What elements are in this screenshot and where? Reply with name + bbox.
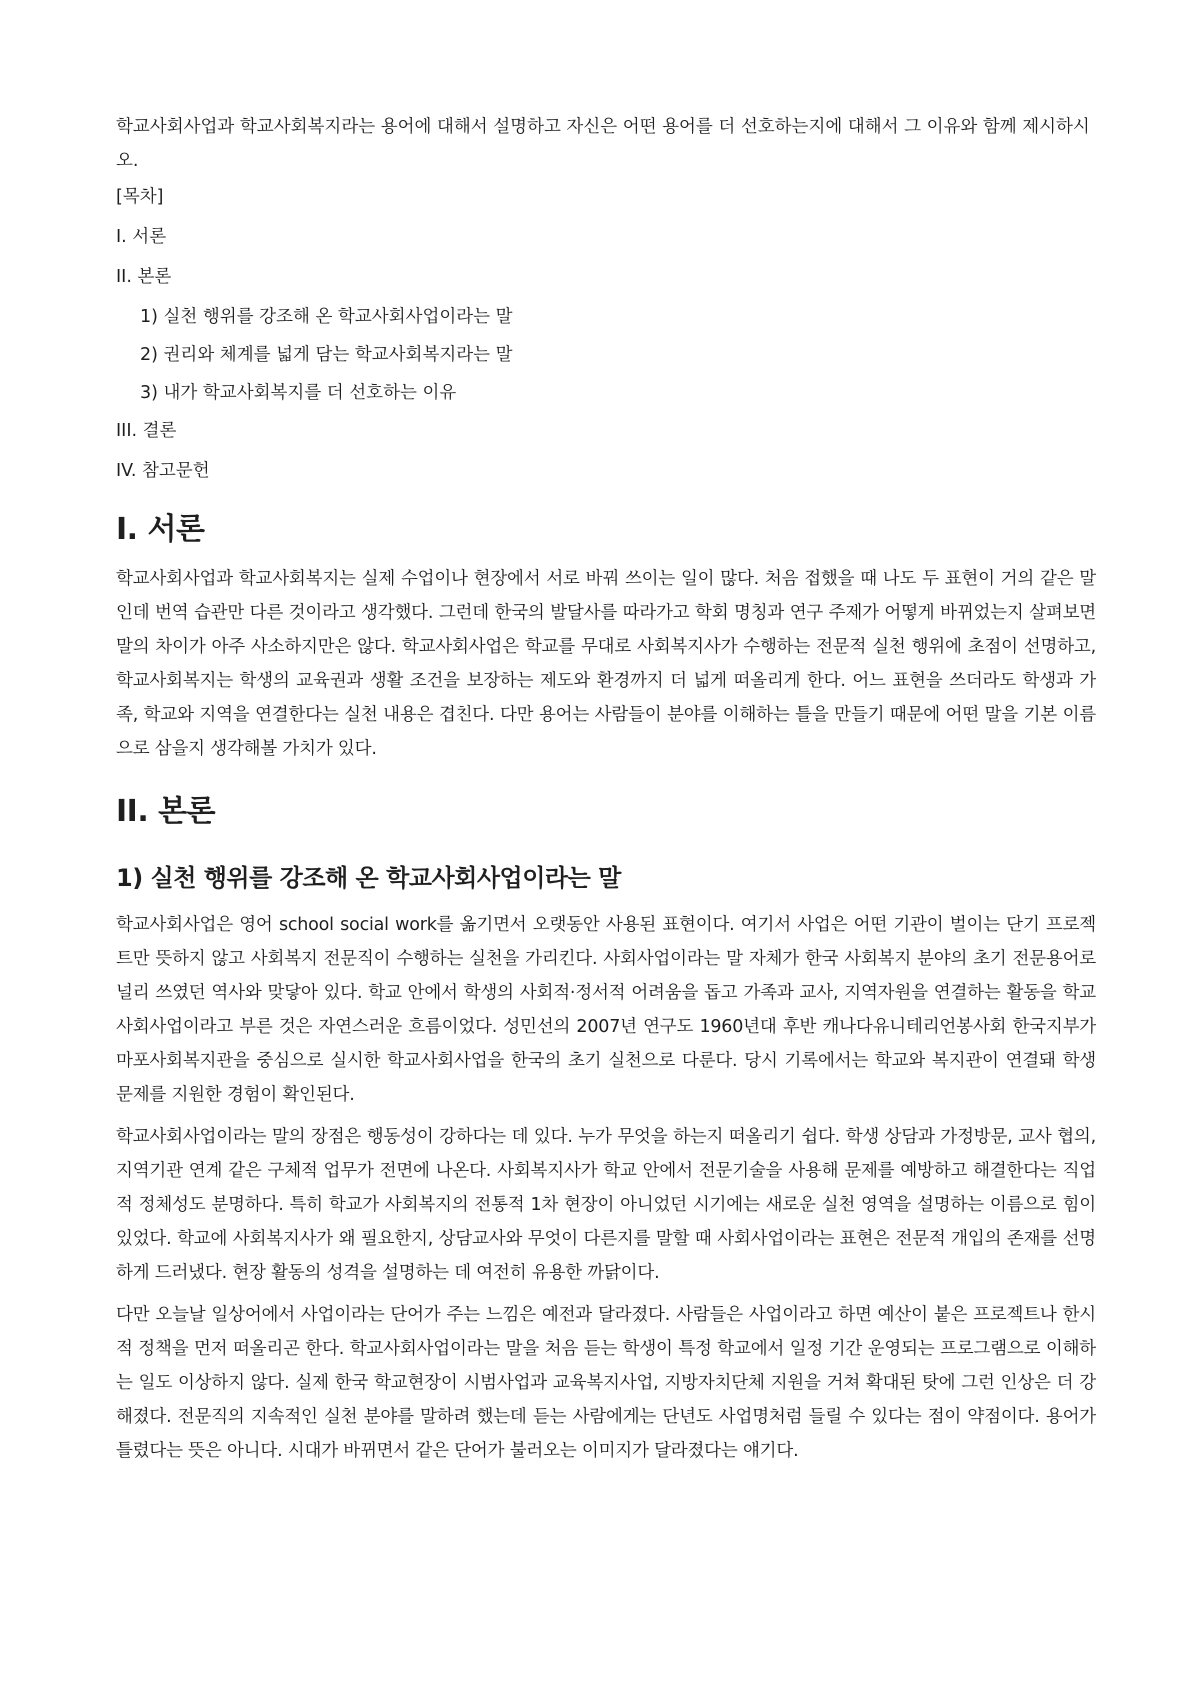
body-paragraph-3: 다만 오늘날 일상어에서 사업이라는 단어가 주는 느낌은 예전과 달라졌다. 사람들은 사업이라고 하면 예산이 붙은 프로젝트나 한시적 정책을 먼저 떠올리곤 한다. 학교사회사업이라는 말을 처음 듣는 학생이 특정 학교에서 일정 기간 운영되는 프로그램으로 이해하는 일도 이상하지 않다. 실제 한국 학교현장이 시범사업과 교육복지사업, 지방자치단체 지원을 거쳐 확대된 탓에 그런 인상은 더 강해졌다. 전문직의 지속적인 실천 분야를 말하려 했는데 듣는 사람에게는 단년도 사업명처럼 들릴 수 있다는 점이 약점이다. 용어가 틀렸다는 뜻은 아니다. 시대가 바뀌면서 같은 단어가 불러오는 이미지가 달라졌다는 얘기다. bbox=[116, 1305, 1096, 1461]
subsection-title-1: 1) 실천 행위를 강조해 온 학교사회사업이라는 말 bbox=[116, 864, 621, 892]
body-paragraph-2: 학교사회사업이라는 말의 장점은 행동성이 강하다는 데 있다. 누가 무엇을 하는지 떠올리기 쉽다. 학생 상담과 가정방문, 교사 협의, 지역기관 연계 같은 구체적 업무가 전면에 나온다. 사회복지사가 학교 안에서 전문기술을 사용해 문제를 예방하고 해결한다는 직업적 정체성도 분명하다. 특히 학교가 사회복지의 전통적 1차 현장이 아니었던 시기에는 새로운 실천 영역을 설명하는 이름으로 힘이 있었다. 학교에 사회복지사가 왜 필요한지, 상담교사와 무엇이 다른지를 말할 때 사회사업이라는 표현은 전문적 개입의 존재를 선명하게 드러냈다. 현장 활동의 성격을 설명하는 데 여전히 유용한 까닭이다. bbox=[116, 1127, 1096, 1283]
document-page bbox=[116, 110, 1096, 1476]
toc-item-body-3: 3) 내가 학교사회복지를 더 선호하는 이유 bbox=[140, 383, 457, 403]
toc-item-references: IV. 참고문헌 bbox=[116, 461, 210, 481]
table-of-contents bbox=[116, 184, 1096, 484]
intro-paragraph: 학교사회사업과 학교사회복지는 실제 수업이나 현장에서 서로 바꿔 쓰이는 일이 많다. 처음 접했을 때 나도 두 표현이 거의 같은 말인데 번역 습관만 다른 것이라고 생각했다. 그런데 한국의 발달사를 따라가고 학회 명칭과 연구 주제가 어떻게 바뀌었는지 살펴보면 말의 차이가 아주 사소하지만은 않다. 학교사회사업은 학교를 무대로 사회복지사가 수행하는 전문적 실천 행위에 초점이 선명하고, 학교사회복지는 학생의 교육권과 생활 조건을 보장하는 제도와 환경까지 더 넓게 떠올리게 한다. 어느 표현을 쓰더라도 학생과 가족, 학교와 지역을 연결한다는 실천 내용은 겹친다. 다만 용어는 사람들이 분야를 이해하는 틀을 만들기 때문에 어떤 말을 기본 이름으로 삼을지 생각해볼 가치가 있다. bbox=[116, 569, 1096, 759]
toc-heading: [목차] bbox=[116, 187, 164, 207]
toc-item-conclusion: III. 결론 bbox=[116, 421, 177, 441]
section-title-intro: I. 서론 bbox=[116, 512, 205, 547]
assignment-prompt: 학교사회사업과 학교사회복지라는 용어에 대해서 설명하고 자신은 어떤 용어를 더 선호하는지에 대해서 그 이유와 함께 제시하시오. bbox=[116, 117, 1090, 171]
body-paragraph-1: 학교사회사업은 영어 school social work를 옮기면서 오랫동안 사용된 표현이다. 여기서 사업은 어떤 기관이 벌이는 단기 프로젝트만 뜻하지 않고 사회복지 전문직이 수행하는 실천을 가리킨다. 사회사업이라는 말 자체가 한국 사회복지 분야의 초기 전문용어로 널리 쓰였던 역사와 맞닿아 있다. 학교 안에서 학생의 사회적·정서적 어려움을 돕고 가족과 교사, 지역자원을 연결하는 활동을 학교사회사업이라고 부른 것은 자연스러운 흐름이었다. 성민선의 2007년 연구도 1960년대 후반 캐나다유니테리언봉사회 한국지부가 마포사회복지관을 중심으로 실시한 학교사회사업을 한국의 초기 실천으로 다룬다. 당시 기록에서는 학교와 복지관이 연결돼 학생 문제를 지원한 경험이 확인된다. bbox=[116, 915, 1096, 1105]
toc-item-body: II. 본론 bbox=[116, 267, 172, 287]
toc-item-intro: I. 서론 bbox=[116, 227, 167, 247]
toc-item-body-2: 2) 권리와 체계를 넓게 담는 학교사회복지라는 말 bbox=[140, 345, 513, 365]
section-title-body: II. 본론 bbox=[116, 794, 216, 829]
toc-item-body-1: 1) 실천 행위를 강조해 온 학교사회사업이라는 말 bbox=[140, 307, 513, 327]
